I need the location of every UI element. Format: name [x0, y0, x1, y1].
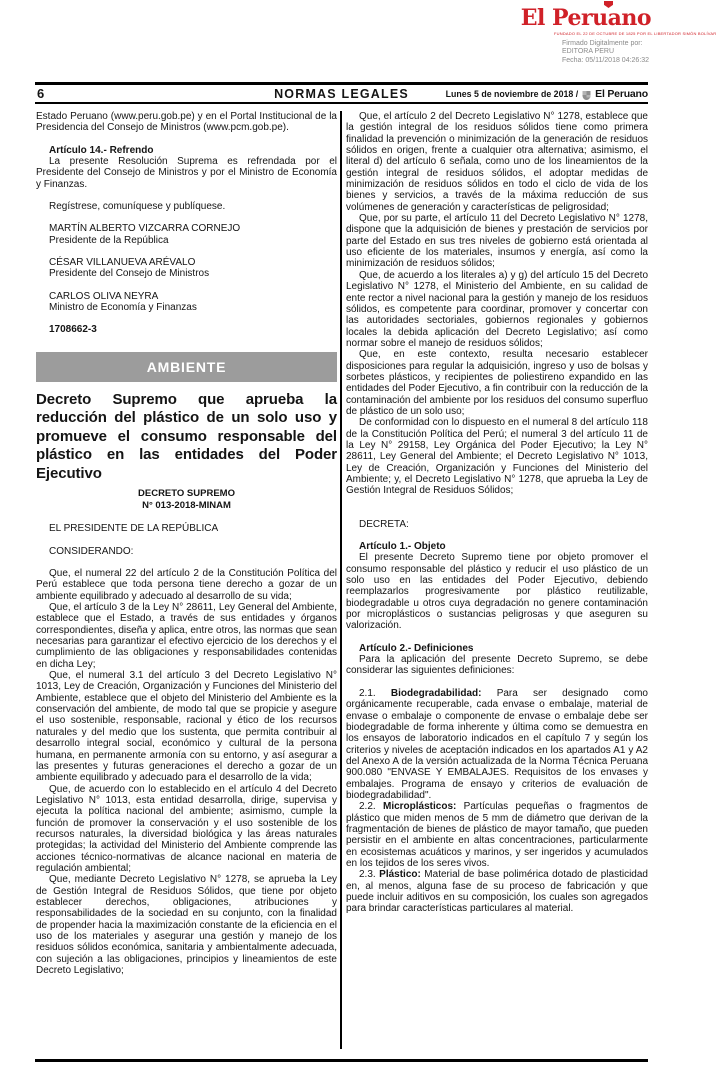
spacer: [346, 677, 648, 688]
spacer: [346, 530, 648, 541]
paragraph: [346, 688, 648, 801]
bold-term: Plástico:: [379, 869, 421, 881]
signature-line: CÉSAR VILLANUEVA ARÉVALO: [49, 257, 196, 269]
spacer: [36, 557, 337, 568]
article-heading: Artículo 14.- Refrendo: [49, 144, 154, 156]
paragraph: Para la aplicación del presente Decreto Supremo, se debe considerar las siguientes definiciones:: [346, 654, 648, 677]
coat-of-arms-icon: [581, 88, 592, 99]
page-bottom-rule: [35, 1059, 648, 1062]
spacer: [36, 190, 337, 201]
section-title: NORMAS LEGALES: [274, 86, 409, 101]
paragraph: Que, mediante Decreto Legislativo N° 1278, se aprueba la Ley de Gestión Integral de Residuos Sólidos, que tiene por objeto establecer derechos, obligaciones, atribuciones y responsabilidades de la sociedad en su conjunto, con la finalidad de propender hacia la maximización constante de la eficiencia en el uso de los materiales y asegurar una gestión y manejo de los residuos sólidos económica, sanitaria y ambientalmente adecuada, con sujeción a las obligaciones, principios y lineamientos de este Decreto Legislativo;: [36, 874, 337, 977]
spacer: [346, 632, 648, 643]
spacer: [36, 280, 337, 291]
paragraph: [346, 801, 648, 869]
bold-term: Biodegradabilidad:: [390, 687, 482, 699]
signature-line: Presidente de la República: [49, 234, 169, 246]
text-run: Para ser designado como orgánicamente recuperable, cada envase o embalaje, material de envase o embalaje o componente de envase o embalaje debe ser biodegradable de forma inherente y última como se demuestra en los ensayos de laboratorio indicados en el capítulo 7 y según los criterios y niveles de aceptación indicados en los apartados A1 y A2 del Anexo A de la versión actualizada de la Norma Técnica Peruana 900.080 "ENVASE Y EMBALAJES. Requisitos de los envases y embalajes. Programa de ensayo y criterios de evaluación de biodegradabilidad".: [346, 687, 648, 801]
page-header-bar: [35, 82, 648, 104]
section-banner: AMBIENTE: [36, 352, 337, 382]
spacer: [36, 336, 337, 352]
paragraph: Que, el numeral 3.1 del artículo 3 del Decreto Legislativo N° 1013, Ley de Creación, Organización y Funciones del Ministerio del Ambiente, establece que el objeto del Ministerio del Ambiente es la conservación del ambiente, de modo tal que se propicie y asegure el uso sostenible, responsable, racional y ético de los recursos naturales y del medio que los sustenta, que permita contribuir al desarrollo integral social, económico y cultural de la persona humana, en permanente armonía con su entorno, y así asegurar a las presentes y futuras generaciones el derecho a gozar de un ambiente equilibrado y adecuado para el desarrollo de la vida;: [36, 670, 337, 784]
decree-number-block: [36, 488, 337, 512]
article-heading: Artículo 1.- Objeto: [359, 541, 446, 553]
signature-line: EDITORA PERU: [562, 48, 614, 56]
signature-name-block: [36, 223, 337, 246]
bold-term: Microplásticos:: [383, 801, 457, 813]
paragraph: Que, el numeral 22 del artículo 2 de la Constitución Política del Perú establece que toda persona tiene derecho a gozar de un ambiente equilibrado y adecuado al desarrollo de su vida;: [36, 568, 337, 602]
signature-name-block: [36, 257, 337, 280]
paragraph: Estado Peruano (www.peru.gob.pe) y en el Portal Institucional de la Presidencia del Consejo de Ministros (www.pcm.gob.pe).: [36, 111, 337, 134]
center-line: N° 013-2018-MINAM: [142, 500, 231, 512]
text-run: Partículas pequeñas o fragmentos de plástico que miden menos de 5 mm de diámetro que derivan de la fragmentación de bienes de plástico de mayor tamaño, que pueden persistir en el ambiente en altas concentraciones, particularmente en ecosistemas acuáticos y marinos, y ser ingeridos y acumulados en los tejidos de los seres vivos.: [346, 801, 648, 869]
signature-line: Ministro de Economía y Finanzas: [49, 302, 197, 314]
signature-name-block: [36, 291, 337, 314]
center-line: DECRETO SUPREMO: [138, 488, 235, 500]
spacer: [36, 313, 337, 324]
spacer: [36, 212, 337, 223]
left-column: [36, 111, 337, 976]
header-date-brand: [446, 88, 648, 100]
decree-title: Decreto Supremo que aprueba la reducción del plástico de un solo uso y promueve el consumo responsable del plástico en las entidades del Poder Ejecutivo: [36, 390, 337, 482]
text-run: Material de base polimérica dotado de plasticidad en, al menos, alguna fase de su proceso de fabricación y que puede incluir aditivos en su composición, los cuales son agregados para brindar características particulares al material.: [346, 869, 648, 915]
article-heading: Artículo 2.- Definiciones: [359, 642, 474, 654]
digital-signature-block: [562, 40, 649, 65]
paragraph: De conformidad con lo dispuesto en el numeral 8 del artículo 118 de la Constitución Política del Perú; el numeral 3 del artículo 11 de la Ley N° 29158, Ley Orgánica del Poder Ejecutivo; la Ley N° 28611, Ley General del Ambiente; el Decreto Legislativo N° 1013, Ley de Creación, Organización y Funciones del Ministerio del Ambiente; y, el Decreto Legislativo N° 1278, que aprueba la Ley de Gestión Integral de Residuos Sólidos;: [346, 417, 648, 497]
line: DECRETA:: [359, 518, 409, 530]
right-column: [346, 111, 648, 915]
spacer: [36, 246, 337, 257]
header-brand: El Peruano: [595, 87, 648, 100]
publication-code: 1708662-3: [49, 324, 97, 336]
paragraph: Que, de acuerdo a los literales a) y g) del artículo 15 del Decreto Legislativo N° 1278, el Ministerio del Ambiente, en su calidad de ente rector a nivel nacional para la gestión y manejo de los residuos sólidos, es competente para coordinar, promover y concertar con las autoridades sectoriales, gobiernos regionales y gobiernos locales la debida aplicación del Decreto Legislativo; así como normar sobre el manejo de residuos sólidos;: [346, 269, 648, 349]
spacer: [36, 382, 337, 391]
signature-line: MARTÍN ALBERTO VIZCARRA CORNEJO: [49, 223, 241, 235]
paragraph: [346, 869, 648, 914]
paragraph: Que, el artículo 3 de la Ley N° 28611, Ley General del Ambiente, establece que el Estado, a través de sus entidades y órganos correspondientes, diseña y aplica, entre otros, las normas que sean necesarias para garantizar el efectivo ejercicio de los derechos y el cumplimiento de las obligaciones y responsabilidades contenidas en dicha Ley;: [36, 602, 337, 670]
paragraph: La presente Resolución Suprema es refrendada por el Presidente del Consejo de Ministros y por el Ministro de Economía y Finanzas.: [36, 156, 337, 190]
text-run: 2.2.: [359, 801, 383, 813]
header-date: Lunes 5 de noviembre de 2018 /: [445, 88, 579, 99]
paragraph: El presente Decreto Supremo tiene por objeto promover el consumo responsable del plástico y reducir el uso plástico de un solo uso en las entidades del Poder Ejecutivo, debiendo reemplazarlos progresivamente por plástico reutilizable, biodegradable u otros cuya degradación no genere contaminación por microplásticos o sustancias peligrosas y que aseguren su valorización.: [346, 552, 648, 632]
line: EL PRESIDENTE DE LA REPÚBLICA: [49, 523, 219, 535]
page-number: 6: [37, 86, 45, 101]
signature-line: CARLOS OLIVA NEYRA: [49, 290, 159, 302]
paragraph: Que, por su parte, el artículo 11 del Decreto Legislativo N° 1278, dispone que la adquisición de bienes y prestación de servicios por parte del Estado en sus tres niveles de gobierno está orientada al uso eficiente de los materiales, insumos y energía, así como la minimización de residuos sólidos;: [346, 213, 648, 270]
paragraph: Que, de acuerdo con lo establecido en el artículo 4 del Decreto Legislativo N° 1013, esta entidad desarrolla, dirige, supervisa y ejecuta la política nacional del ambiente; asimismo, cumple la función de promover la conservación y el uso sostenible de los recursos naturales, la diversidad biológica y las áreas naturales protegidas; la actividad del Ministerio del Ambiente comprende las acciones técnico-normativas de alcance nacional en materia de regulación ambiental;: [36, 783, 337, 874]
line: CONSIDERANDO:: [49, 545, 134, 557]
el-peruano-logo: El Peruano: [520, 5, 651, 31]
paragraph: Que, en este contexto, resulta necesario establecer disposiciones para regular la adquisición, ingreso y uso de bolsas y sorbetes plásticos, y recipientes de poliestireno expandido en las entidades del Poder Ejecutivo, a fin contribuir con la reducción de la contaminación del ambiente por los residuos del consumo superfluo de plástico de un solo uso;: [346, 349, 648, 417]
spacer: [36, 512, 337, 523]
line: Regístrese, comuníquese y publíquese.: [49, 201, 226, 213]
paragraph: Que, el artículo 2 del Decreto Legislativo N° 1278, establece que la gestión integral de los residuos sólidos tiene como primera finalidad la prevención o minimización de la generación de residuos sólidos en origen, frente a cualquier otra alternativa; asimismo, el literal d) del artículo 6 señala, como uno de los lineamientos de la gestión integral de residuos sólidos, el adoptar medidas de minimización de residuos sólidos en todo el ciclo de vida de los bienes y servicios, a través de la máxima reducción de sus volúmenes de generación y características de peligrosidad;: [346, 111, 648, 213]
signature-line: Presidente del Consejo de Ministros: [49, 268, 210, 280]
column-divider: [340, 111, 342, 1049]
text-run: 2.1.: [359, 687, 391, 699]
signature-line: Fecha: 05/11/2018 04:26:32: [562, 56, 650, 64]
signature-line: Firmado Digitalmente por:: [562, 40, 643, 47]
text-run: 2.3.: [359, 869, 380, 881]
spacer: [36, 134, 337, 145]
spacer: [36, 535, 337, 546]
masthead-tagline: FUNDADO EL 22 DE OCTUBRE DE 1825 POR EL LIBERTADOR SIMÓN BOLÍVAR: [554, 31, 716, 36]
spacer: [346, 497, 648, 519]
